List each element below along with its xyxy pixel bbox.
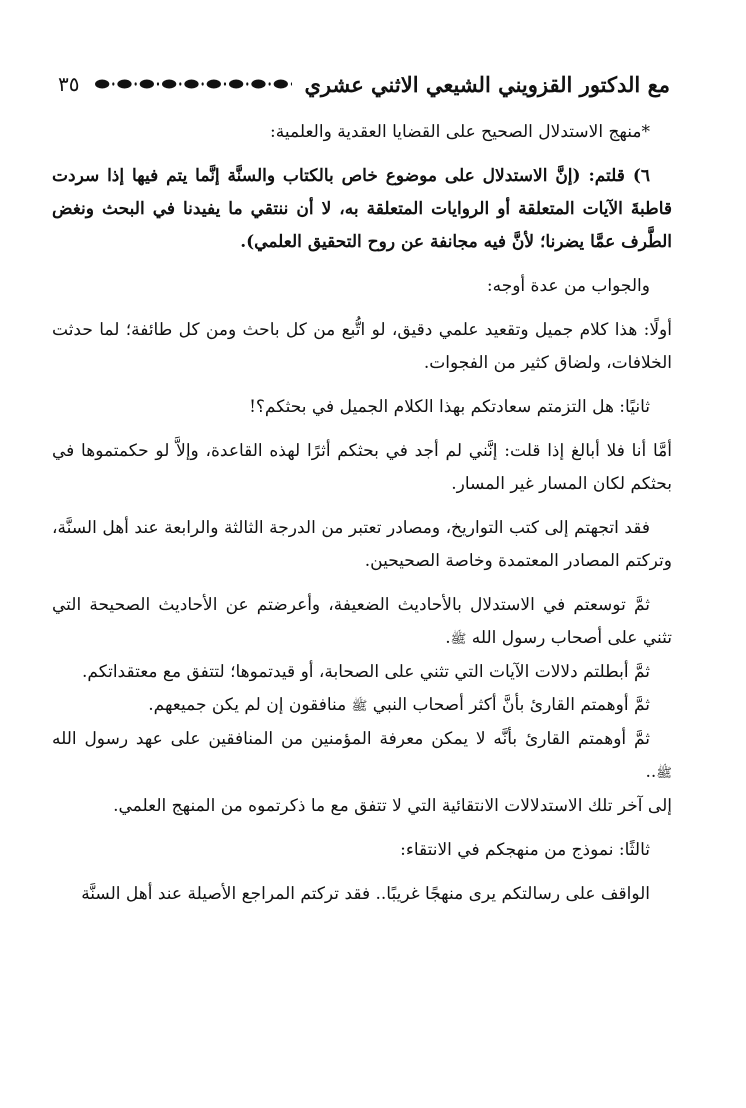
ornament-link (185, 80, 199, 89)
paragraph-deluded-2-text: ثمَّ أوهمتم القارئ بأنَّه لا يمكن معرفة المؤمنين من المنافقين على عهد رسول الله (52, 729, 650, 749)
ornament-link (118, 80, 132, 89)
ornament-dot (180, 82, 182, 85)
header-ornament (91, 77, 292, 91)
ornament-dot (224, 82, 226, 85)
paragraph-reader: الواقف على رسالتكم يرى منهجًا غريبًا.. فقد تركتم المراجع الأصيلة عند أهل السنَّة (81, 884, 650, 904)
ornament-link (274, 80, 288, 89)
ornament-link (140, 80, 154, 89)
salutation-symbol: ﷺ (656, 766, 672, 781)
running-header (58, 64, 670, 104)
ornament-link (252, 80, 266, 89)
salutation-symbol: ﷺ (351, 699, 368, 714)
paragraph-invalidated: ثمَّ أبطلتم دلالات الآيات التي تثني على الصحابة، أو قيدتموها؛ لتتفق مع معتقداتكم. (82, 662, 650, 682)
ornament-link (229, 80, 243, 89)
paragraph-first: أولًا: هذا كلام جميل وتقعيد علمي دقيق، لو اتُّبع من كل باحث ومن كل طائفة؛ لما حدثت الخلافات، ولضاق كثير من الفجوات. (52, 320, 672, 373)
ornament-dot (202, 82, 204, 85)
section-heading: *منهج الاستدلال الصحيح على القضايا العقدية والعلمية: (270, 122, 650, 142)
page-number: ٣٥ (58, 72, 80, 96)
ornament-chain-icon (91, 77, 292, 91)
paragraph-third: ثالثًا: نموذج من منهجكم في الانتقاء: (400, 840, 650, 860)
paragraph-deluded-1-text: ثمَّ أوهمتم القارئ بأنَّ أكثر أصحاب النبي (372, 695, 650, 715)
ornament-link (207, 80, 221, 89)
paragraph-quote-text: ٦) قلتم: (إنَّ الاستدلال على موضوع خاص بالكتاب والسنَّة إنَّما يتم فيها إذا سردت قاطبةَ الآيات المتعلقة أو الروايات المتعلقة به، لا أن ننتقي ما يفيدنا في البحث ونغض الطَّرف عمَّا يضرنا؛ لأنَّ فيه مجانفة عن روح التحقيق العلمي). (52, 166, 672, 252)
paragraph-until: إلى آخر تلك الاستدلالات الانتقائية التي لا تتفق مع ما ذكرتموه من المنهج العلمي. (113, 796, 672, 816)
paragraph-amma: أمَّا أنا فلا أبالغ إذا قلت: إنَّني لم أجد في بحثكم أثرًا لهذه القاعدة، وإلاَّ لو حكمتموها في بحثكم لكان المسار غير المسار. (52, 441, 672, 494)
ornament-link (162, 80, 176, 89)
paragraph-deluded-1 (52, 689, 672, 723)
paragraph-expanded-tail: . (445, 628, 451, 648)
ornament-dot (157, 82, 159, 85)
paragraph-expanded (52, 589, 672, 656)
paragraph-expanded-text: ثمَّ توسعتم في الاستدلال بالأحاديث الضعيفة، وأعرضتم عن الأحاديث الصحيحة التي تثني على أصحاب رسول الله (52, 595, 672, 648)
paragraph-quote (52, 160, 672, 259)
salutation-symbol: ﷺ (450, 632, 467, 647)
ornament-dot (291, 82, 292, 85)
paragraph-second: ثانيًا: هل التزمتم سعادتكم بهذا الكلام الجميل في بحثكم؟! (249, 397, 650, 417)
ornament-dot (247, 82, 249, 85)
ornament-dot (269, 82, 271, 85)
paragraph-answer: والجواب من عدة أوجه: (486, 276, 650, 296)
body-text (52, 116, 672, 922)
paragraph-deluded-2 (52, 723, 672, 790)
ornament-dot (113, 82, 115, 85)
running-title: مع الدكتور القزويني الشيعي الاثني عشري (304, 71, 670, 97)
paragraph-deluded-2-tail: .. (645, 762, 657, 782)
paragraph-deluded-1-tail: منافقون إن لم يكن جميعهم. (148, 695, 352, 715)
paragraph-taken: فقد اتجهتم إلى كتب التواريخ، ومصادر تعتبر من الدرجة الثالثة والرابعة عند أهل السنَّة، وتركتم المصادر المعتمدة وخاصة الصحيحين. (52, 518, 672, 571)
ornament-dot (135, 82, 137, 85)
ornament-link (96, 80, 110, 89)
